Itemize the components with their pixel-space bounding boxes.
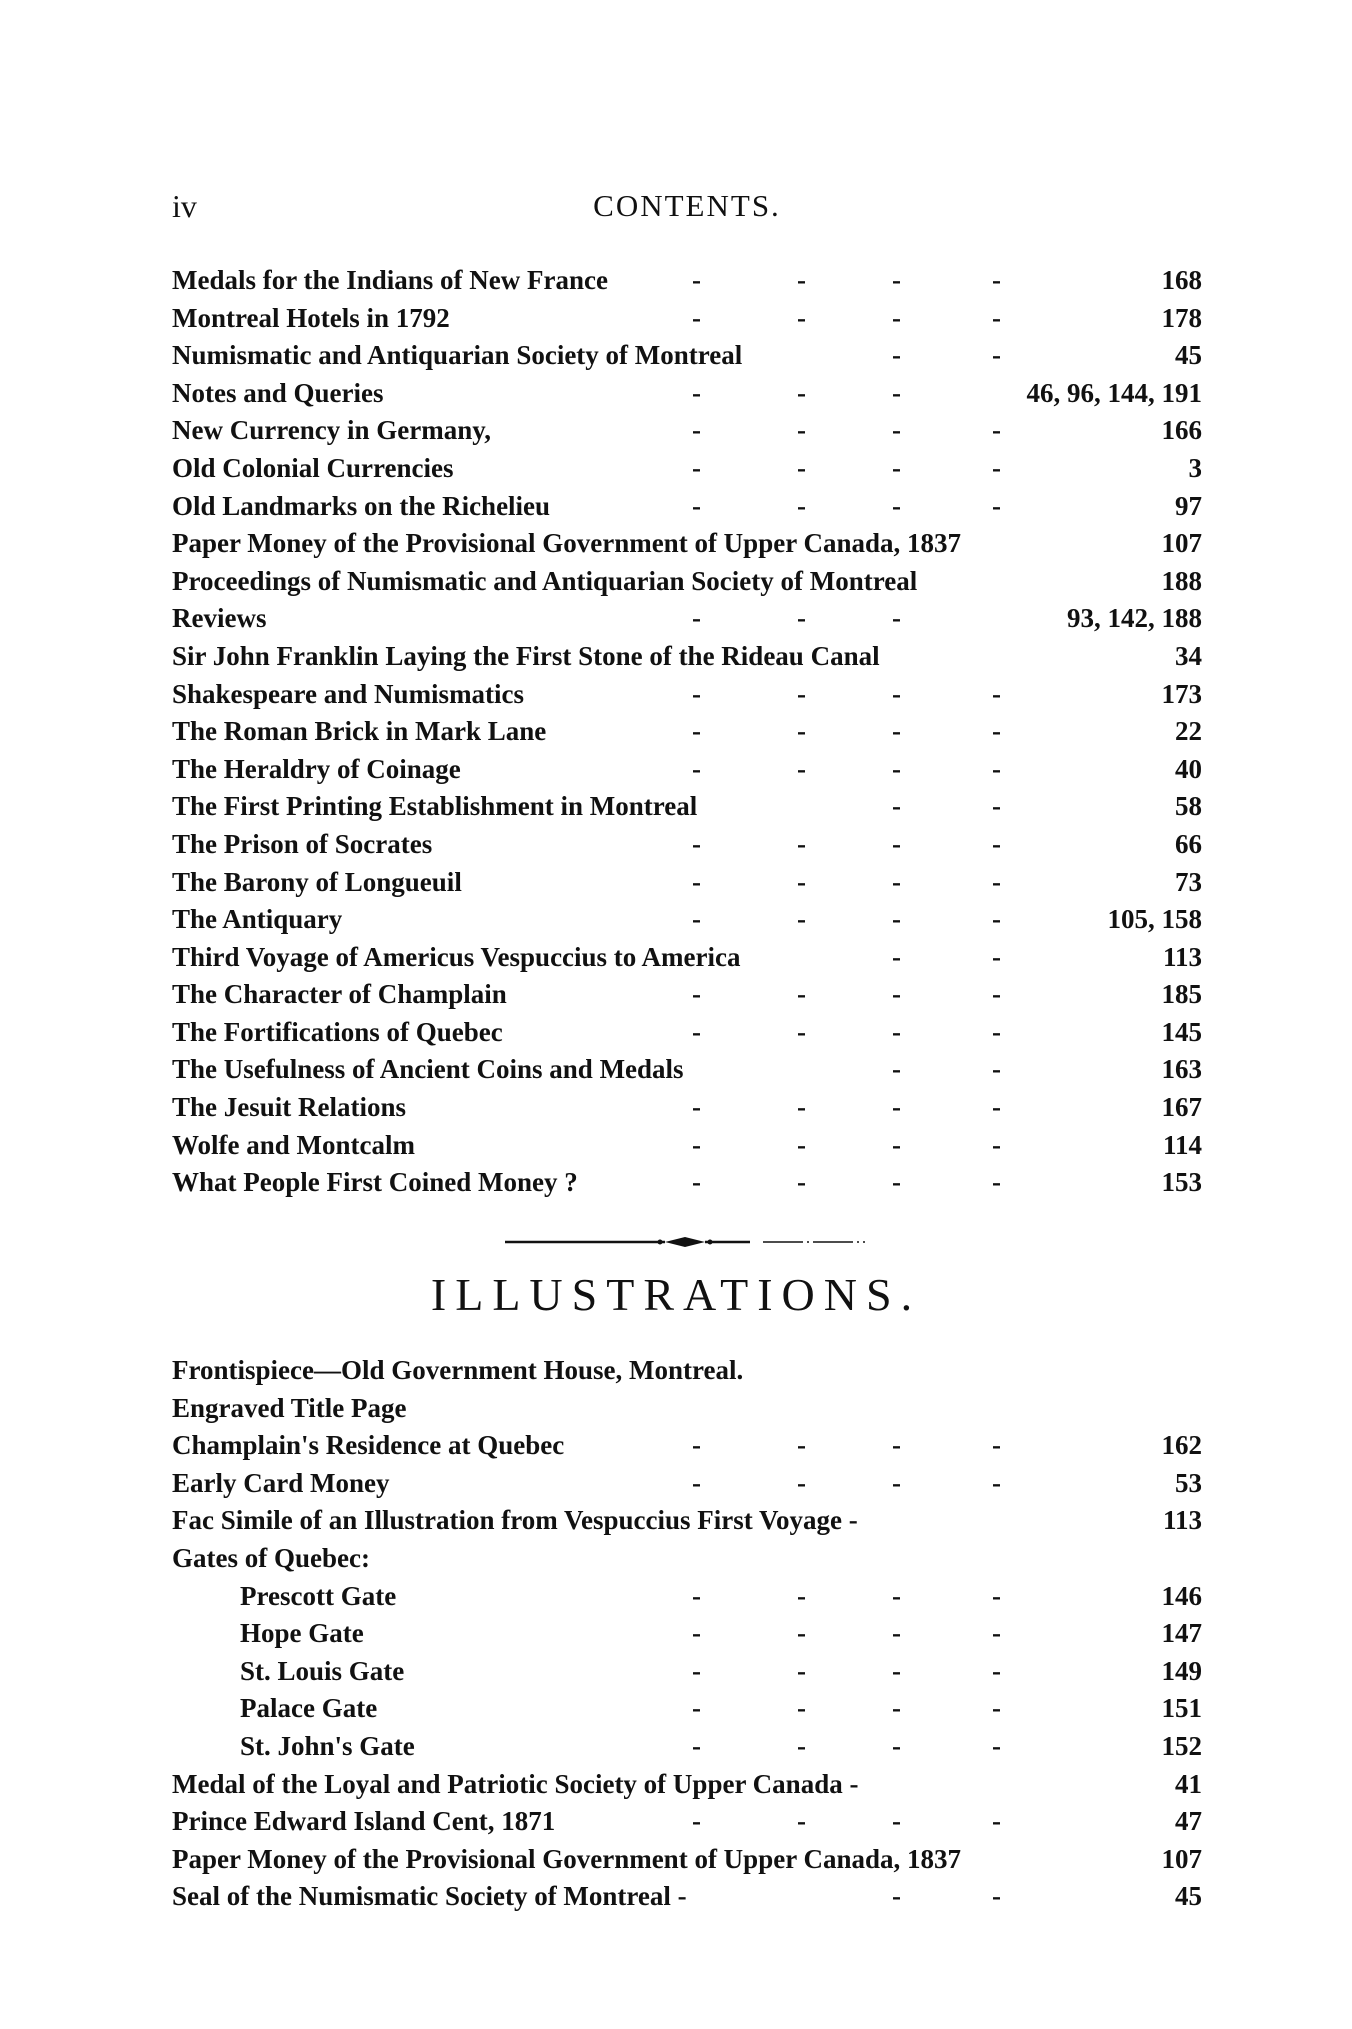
- entry-title: Frontispiece—Old Government House, Montreal.: [172, 1355, 744, 1385]
- entry-title: The Fortifications of Quebec: [172, 1016, 503, 1047]
- entry-page: 178: [1161, 302, 1202, 333]
- leader-dash: -: [692, 979, 701, 1010]
- contents-entry: [172, 1164, 1202, 1202]
- leader-dash: -: [797, 678, 806, 709]
- dot-leaders: [692, 788, 1022, 826]
- dot-leaders: [692, 676, 1022, 714]
- leader-dash: -: [992, 340, 1001, 371]
- contents-entry: [172, 1051, 1202, 1089]
- entry-title: Engraved Title Page: [172, 1392, 407, 1423]
- leader-dash: -: [992, 1730, 1001, 1761]
- leader-dash: -: [992, 904, 1001, 935]
- leader-dash: -: [692, 716, 701, 747]
- entry-title: Medal of the Loyal and Patriotic Society of Upper Canada -: [172, 1768, 859, 1799]
- contents-entry: [172, 563, 1202, 601]
- illustration-entry: [172, 1427, 1202, 1465]
- dot-leaders: [692, 412, 1022, 450]
- leader-dash: -: [892, 1129, 901, 1160]
- entry-page: 40: [1175, 753, 1202, 784]
- dot-leaders: [692, 1164, 1022, 1202]
- entry-title: Montreal Hotels in 1792: [172, 302, 450, 333]
- illustration-entry: [172, 1653, 1202, 1691]
- leader-dash: -: [692, 603, 701, 634]
- contents-entry: [172, 412, 1202, 450]
- entry-title: Third Voyage of Americus Vespuccius to America: [172, 941, 741, 972]
- leader-dash: -: [692, 828, 701, 859]
- leader-dash: -: [797, 1129, 806, 1160]
- entry-page: 146: [1161, 1580, 1202, 1611]
- dot-leaders: [692, 600, 1022, 638]
- illustrations-heading: ILLUSTRATIONS.: [430, 1269, 922, 1320]
- leader-dash: -: [892, 753, 901, 784]
- entry-page: 173: [1161, 678, 1202, 709]
- illustration-entry: [172, 1803, 1202, 1841]
- page-title: CONTENTS.: [593, 188, 781, 223]
- dot-leaders: [692, 262, 1022, 300]
- leader-dash: -: [797, 377, 806, 408]
- leader-dash: -: [892, 265, 901, 295]
- entry-page: 105, 158: [1107, 904, 1202, 935]
- entry-page: 149: [1161, 1655, 1202, 1686]
- entry-page: 162: [1161, 1430, 1202, 1461]
- leader-dash: -: [692, 1806, 701, 1837]
- leader-dash: -: [992, 415, 1001, 446]
- leader-dash: -: [797, 1618, 806, 1649]
- entry-title: Wolfe and Montcalm: [172, 1129, 415, 1160]
- leader-dash: -: [692, 1430, 701, 1461]
- entry-page: 73: [1175, 866, 1202, 897]
- entry-title: St. John's Gate: [240, 1730, 415, 1761]
- illustration-entry: [172, 1728, 1202, 1766]
- dot-leaders: [692, 751, 1022, 789]
- entry-title: Prescott Gate: [240, 1580, 397, 1611]
- entry-title: The Barony of Longueuil: [172, 866, 462, 897]
- entry-page: 185: [1161, 979, 1202, 1010]
- dot-leaders: [692, 1014, 1022, 1052]
- contents-entry: [172, 600, 1202, 638]
- entry-title: The Usefulness of Ancient Coins and Medals: [172, 1054, 684, 1085]
- leader-dash: -: [692, 490, 701, 521]
- dot-leaders: [692, 901, 1022, 939]
- entry-title: What People First Coined Money ?: [172, 1167, 578, 1198]
- leader-dash: -: [797, 1016, 806, 1047]
- contents-list: [172, 262, 1202, 1202]
- leader-dash: -: [892, 1430, 901, 1461]
- entry-page: 113: [1162, 1505, 1202, 1536]
- leader-dash: -: [692, 452, 701, 483]
- leader-dash: -: [892, 490, 901, 521]
- leader-dash: -: [797, 1092, 806, 1123]
- leader-dash: -: [692, 1467, 701, 1498]
- entry-title: Proceedings of Numismatic and Antiquarian Society of Montreal: [172, 565, 918, 596]
- leader-dash: -: [992, 1655, 1001, 1686]
- leader-dash: -: [892, 1054, 901, 1085]
- illustration-entry: [172, 1615, 1202, 1653]
- entry-title: Old Colonial Currencies: [172, 452, 454, 483]
- leader-dash: -: [992, 866, 1001, 897]
- illustration-entry: [172, 1878, 1202, 1916]
- page-number: iv: [172, 188, 197, 224]
- leader-dash: -: [797, 1806, 806, 1837]
- entry-title: Numismatic and Antiquarian Society of Montreal: [172, 340, 743, 371]
- leader-dash: -: [892, 1693, 901, 1724]
- dot-leaders: [692, 976, 1022, 1014]
- leader-dash: -: [892, 791, 901, 822]
- leader-dash: -: [992, 452, 1001, 483]
- entry-page: 66: [1175, 828, 1202, 859]
- leader-dash: -: [692, 377, 701, 408]
- contents-entry: [172, 1014, 1202, 1052]
- leader-dash: -: [692, 1655, 701, 1686]
- leader-dash: -: [992, 1467, 1001, 1498]
- contents-entry: [172, 901, 1202, 939]
- illustration-entry: [172, 1841, 1202, 1879]
- contents-entry: [172, 676, 1202, 714]
- leader-dash: -: [992, 1618, 1001, 1649]
- leader-dash: -: [692, 1129, 701, 1160]
- dot-leaders: [692, 1578, 1022, 1616]
- entry-title: Fac Simile of an Illustration from Vespuccius First Voyage -: [172, 1505, 858, 1536]
- entry-page: 47: [1175, 1806, 1202, 1837]
- leader-dash: -: [992, 1129, 1001, 1160]
- ornament-divider: [505, 1232, 865, 1252]
- leader-dash: -: [992, 678, 1001, 709]
- entry-title: Medals for the Indians of New France: [172, 265, 608, 295]
- illustration-entry: [172, 1540, 1202, 1578]
- leader-dash: -: [892, 828, 901, 859]
- entry-title: Palace Gate: [240, 1693, 378, 1724]
- leader-dash: -: [692, 866, 701, 897]
- leader-dash: -: [892, 1655, 901, 1686]
- leader-dash: -: [992, 1580, 1001, 1611]
- leader-dash: -: [797, 1580, 806, 1611]
- dot-leaders: [692, 1615, 1022, 1653]
- leader-dash: -: [692, 1730, 701, 1761]
- leader-dash: -: [992, 1016, 1001, 1047]
- contents-entry: [172, 638, 1202, 676]
- dot-leaders: [692, 1690, 1022, 1728]
- leader-dash: -: [692, 1618, 701, 1649]
- entry-title: Old Landmarks on the Richelieu: [172, 490, 551, 521]
- contents-entry: [172, 939, 1202, 977]
- leader-dash: -: [892, 1881, 901, 1912]
- leader-dash: -: [692, 1580, 701, 1611]
- leader-dash: -: [797, 828, 806, 859]
- leader-dash: -: [892, 1092, 901, 1123]
- entry-page: 163: [1161, 1054, 1202, 1085]
- entry-page: 93, 142, 188: [1067, 603, 1202, 634]
- leader-dash: -: [892, 904, 901, 935]
- leader-dash: -: [692, 904, 701, 935]
- leader-dash: -: [992, 941, 1001, 972]
- entry-title: The Jesuit Relations: [172, 1092, 407, 1123]
- entry-title: Paper Money of the Provisional Government of Upper Canada, 1837: [172, 528, 961, 559]
- leader-dash: -: [797, 979, 806, 1010]
- leader-dash: -: [892, 1167, 901, 1198]
- entry-page: 58: [1175, 791, 1202, 822]
- dot-leaders: [692, 826, 1022, 864]
- entry-page: 166: [1161, 415, 1202, 446]
- leader-dash: -: [797, 1730, 806, 1761]
- entry-page: 114: [1162, 1129, 1202, 1160]
- leader-dash: -: [992, 1092, 1001, 1123]
- entry-title: The Character of Champlain: [172, 979, 507, 1010]
- dot-leaders: [692, 1427, 1022, 1465]
- entry-page: 151: [1161, 1693, 1202, 1724]
- entry-page: 152: [1161, 1730, 1202, 1761]
- illustration-entry: [172, 1390, 1202, 1428]
- contents-entry: [172, 976, 1202, 1014]
- leader-dash: -: [692, 1693, 701, 1724]
- dot-leaders: [692, 1051, 1022, 1089]
- leader-dash: -: [892, 678, 901, 709]
- leader-dash: -: [797, 302, 806, 333]
- contents-entry: [172, 713, 1202, 751]
- entry-title: The First Printing Establishment in Montreal: [172, 791, 698, 822]
- contents-entry: [172, 525, 1202, 563]
- illustration-entry: [172, 1578, 1202, 1616]
- entry-title: Champlain's Residence at Quebec: [172, 1430, 565, 1461]
- leader-dash: -: [797, 1693, 806, 1724]
- leader-dash: -: [992, 1806, 1001, 1837]
- leader-dash: -: [992, 1167, 1001, 1198]
- entry-title: Gates of Quebec:: [172, 1542, 370, 1573]
- leader-dash: -: [797, 753, 806, 784]
- dot-leaders: [692, 1803, 1022, 1841]
- leader-dash: -: [992, 979, 1001, 1010]
- entry-title: The Prison of Socrates: [172, 828, 433, 859]
- leader-dash: -: [892, 603, 901, 634]
- leader-dash: -: [992, 828, 1001, 859]
- entry-title: Prince Edward Island Cent, 1871: [172, 1806, 556, 1837]
- leader-dash: -: [692, 1167, 701, 1198]
- leader-dash: -: [797, 415, 806, 446]
- leader-dash: -: [892, 1580, 901, 1611]
- leader-dash: -: [797, 265, 806, 295]
- dot-leaders: [692, 1653, 1022, 1691]
- dot-leaders: [692, 1878, 1022, 1916]
- leader-dash: -: [992, 1430, 1001, 1461]
- running-head: [172, 188, 1202, 232]
- leader-dash: -: [797, 490, 806, 521]
- leader-dash: -: [692, 1092, 701, 1123]
- leader-dash: -: [892, 941, 901, 972]
- entry-page: 46, 96, 144, 191: [1026, 377, 1202, 408]
- leader-dash: -: [797, 904, 806, 935]
- contents-entry: [172, 1127, 1202, 1165]
- illustration-entry: [172, 1352, 1202, 1390]
- leader-dash: -: [992, 791, 1001, 822]
- leader-dash: -: [892, 1730, 901, 1761]
- contents-entry: [172, 337, 1202, 375]
- leader-dash: -: [892, 302, 901, 333]
- dot-leaders: [692, 1465, 1022, 1503]
- entry-title: St. Louis Gate: [240, 1655, 405, 1686]
- leader-dash: -: [892, 377, 901, 408]
- entry-page: 153: [1161, 1167, 1202, 1198]
- contents-entry: [172, 751, 1202, 789]
- leader-dash: -: [692, 302, 701, 333]
- leader-dash: -: [692, 678, 701, 709]
- leader-dash: -: [797, 1467, 806, 1498]
- entry-page: 3: [1188, 452, 1202, 483]
- dot-leaders: [692, 488, 1022, 526]
- leader-dash: -: [892, 716, 901, 747]
- entry-title: Early Card Money: [172, 1467, 390, 1498]
- contents-entry: [172, 826, 1202, 864]
- dot-leaders: [692, 1728, 1022, 1766]
- entry-page: 113: [1162, 941, 1202, 972]
- leader-dash: -: [992, 1693, 1001, 1724]
- entry-page: 145: [1161, 1016, 1202, 1047]
- entry-title: Seal of the Numismatic Society of Montreal -: [172, 1881, 687, 1912]
- illustration-entry: [172, 1465, 1202, 1503]
- entry-page: 168: [1161, 265, 1202, 295]
- leader-dash: -: [692, 753, 701, 784]
- leader-dash: -: [892, 452, 901, 483]
- leader-dash: -: [892, 340, 901, 371]
- entry-title: The Roman Brick in Mark Lane: [172, 716, 547, 747]
- leader-dash: -: [797, 1430, 806, 1461]
- entry-page: 188: [1161, 565, 1202, 596]
- dot-leaders: [692, 1127, 1022, 1165]
- illustration-entry: [172, 1502, 1202, 1540]
- entry-page: 107: [1161, 528, 1202, 559]
- contents-entry: [172, 300, 1202, 338]
- leader-dash: -: [992, 753, 1001, 784]
- illustration-entry: [172, 1766, 1202, 1804]
- leader-dash: -: [992, 1881, 1001, 1912]
- entry-title: The Heraldry of Coinage: [172, 753, 461, 784]
- entry-page: 107: [1161, 1843, 1202, 1874]
- dot-leaders: [692, 1089, 1022, 1127]
- entry-title: Hope Gate: [240, 1618, 364, 1649]
- entry-title: Reviews: [172, 603, 267, 634]
- leader-dash: -: [892, 1618, 901, 1649]
- entry-title: Notes and Queries: [172, 377, 384, 408]
- entry-page: 45: [1175, 340, 1202, 371]
- dot-leaders: [692, 864, 1022, 902]
- dot-leaders: [692, 375, 1022, 413]
- contents-entry: [172, 450, 1202, 488]
- leader-dash: -: [992, 490, 1001, 521]
- leader-dash: -: [797, 866, 806, 897]
- leader-dash: -: [892, 1016, 901, 1047]
- illustration-entry: [172, 1690, 1202, 1728]
- entry-page: 97: [1175, 490, 1202, 521]
- entry-page: 147: [1161, 1618, 1202, 1649]
- dot-leaders: [692, 713, 1022, 751]
- leader-dash: -: [992, 265, 1001, 295]
- leader-dash: -: [692, 265, 701, 295]
- entry-page: 53: [1175, 1467, 1202, 1498]
- entry-title: Sir John Franklin Laying the First Stone of the Rideau Canal: [172, 640, 880, 671]
- dot-leaders: [692, 939, 1022, 977]
- entry-title: The Antiquary: [172, 904, 343, 935]
- leader-dash: -: [892, 979, 901, 1010]
- leader-dash: -: [892, 1806, 901, 1837]
- leader-dash: -: [992, 716, 1001, 747]
- contents-entry: [172, 375, 1202, 413]
- leader-dash: -: [692, 1016, 701, 1047]
- contents-entry: [172, 788, 1202, 826]
- entry-page: 34: [1175, 640, 1202, 671]
- dot-leaders: [692, 300, 1022, 338]
- contents-entry: [172, 488, 1202, 526]
- entry-page: 167: [1161, 1092, 1202, 1123]
- leader-dash: -: [892, 866, 901, 897]
- entry-title: Shakespeare and Numismatics: [172, 678, 525, 709]
- leader-dash: -: [692, 415, 701, 446]
- contents-entry: [172, 864, 1202, 902]
- dot-leaders: [692, 450, 1022, 488]
- leader-dash: -: [797, 603, 806, 634]
- entry-page: 45: [1175, 1881, 1202, 1912]
- illustrations-list: [172, 1352, 1202, 1916]
- leader-dash: -: [797, 716, 806, 747]
- leader-dash: -: [992, 302, 1001, 333]
- entry-page: 41: [1175, 1768, 1202, 1799]
- contents-entry: [172, 1089, 1202, 1127]
- leader-dash: -: [797, 1655, 806, 1686]
- dot-leaders: [692, 337, 1022, 375]
- entry-page: 22: [1175, 716, 1202, 747]
- entry-title: Paper Money of the Provisional Government of Upper Canada, 1837: [172, 1843, 961, 1874]
- entry-title: New Currency in Germany,: [172, 415, 491, 446]
- leader-dash: -: [797, 452, 806, 483]
- leader-dash: -: [797, 1167, 806, 1198]
- contents-entry: [172, 262, 1202, 300]
- leader-dash: -: [992, 1054, 1001, 1085]
- leader-dash: -: [892, 1467, 901, 1498]
- leader-dash: -: [892, 415, 901, 446]
